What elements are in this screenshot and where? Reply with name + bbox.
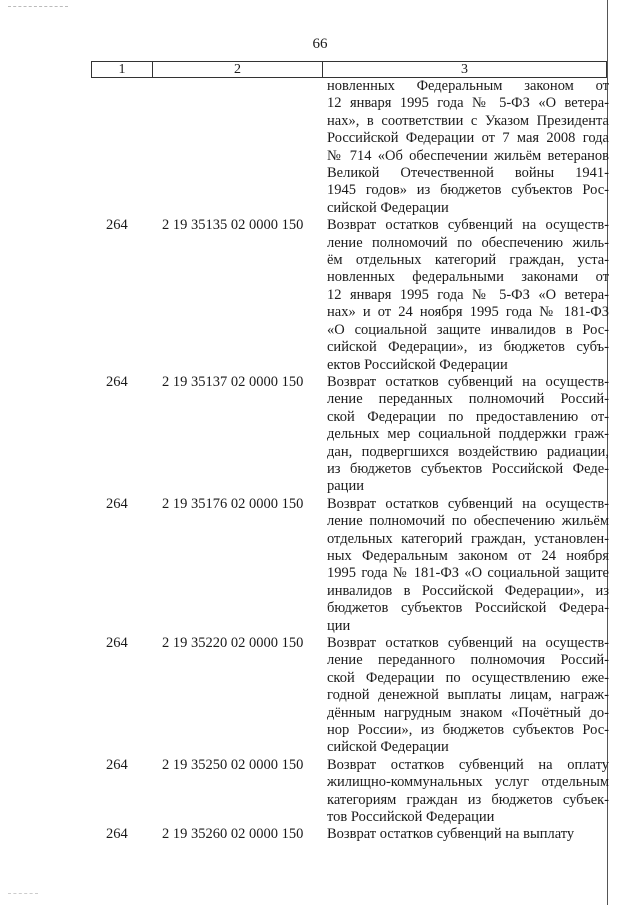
description-line: 1945 годов» из бюджетов субъектов Рос-: [327, 182, 609, 199]
header-col-3: 3: [461, 62, 468, 77]
description-line: дельных мер социальной поддержки граж-: [327, 426, 609, 443]
description-line: Возврат остатков субвенций на осуществ-: [327, 635, 609, 651]
description-line: ции: [327, 617, 351, 634]
description-line: рации: [327, 478, 364, 495]
description-line: 12 января 1995 года № 5-ФЗ «О ветера-: [327, 286, 609, 303]
description-line: отдельных категорий граждан, установлен-: [327, 530, 609, 547]
description-line: сийской Федерации», из бюджетов субъ-: [327, 339, 609, 356]
admin-code-cell: 264: [106, 373, 128, 390]
budget-code-cell: 2 19 35135 02 0000 150: [162, 217, 304, 234]
admin-code-cell: 264: [106, 217, 128, 234]
description-line: Возврат остатков субвенций на осуществ-: [327, 373, 609, 390]
description-cell: [327, 496, 609, 635]
description-cell: [327, 826, 609, 843]
admin-code-cell: 264: [106, 826, 128, 843]
description-line: 12 января 1995 года № 5-ФЗ «О ветера-: [327, 95, 609, 112]
table-row: [0, 217, 640, 374]
description-line: № 714 «Об обеспечении жильём ветеранов: [327, 147, 609, 164]
description-line: ектов Российской Федерации: [327, 356, 508, 373]
admin-code-cell: 264: [106, 495, 128, 512]
description-line: Возврат остатков субвенций на оплату: [327, 756, 609, 773]
description-line: ление переданных полномочий Россий-: [327, 391, 609, 408]
admin-code-cell: 264: [106, 756, 128, 773]
description-line: ской Федерации по предоставлению от-: [327, 408, 609, 425]
table-row: [0, 496, 640, 635]
description-line: дённым нагрудным знаком «Почётный до-: [327, 704, 609, 721]
description-line: сийской Федерации: [327, 739, 449, 756]
description-line: категориям граждан из бюджетов субъек-: [327, 791, 609, 808]
description-line: жилищно-коммунальных услуг отдельным: [327, 774, 609, 791]
description-line: из бюджетов субъектов Российской Феде-: [327, 460, 609, 477]
description-line: бюджетов субъектов Российской Федера-: [327, 600, 609, 617]
budget-code-cell: 2 19 35250 02 0000 150: [162, 756, 304, 773]
description-line: ных Федеральным законом от 24 ноября: [327, 547, 609, 564]
description-line: дан, подвергшихся воздействию радиации,: [327, 443, 609, 460]
description-line: годной денежной выплаты лицам, награж-: [327, 687, 609, 704]
description-line: сийской Федерации: [327, 199, 449, 216]
description-line: Великой Отечественной войны 1941-: [327, 165, 609, 182]
table-row-continuation: [0, 78, 640, 217]
description-line: нах», в соответствии с Указом Президента: [327, 112, 609, 129]
budget-code-cell: 2 19 35220 02 0000 150: [162, 635, 304, 651]
scan-artifact-bottom: [8, 893, 38, 895]
budget-code-cell: 2 19 35260 02 0000 150: [162, 826, 304, 843]
description-line: Российской Федерации от 7 мая 2008 года: [327, 130, 609, 147]
description-line: тов Российской Федерации: [327, 809, 495, 826]
header-col-1: 1: [92, 62, 153, 77]
budget-code-cell: 2 19 35137 02 0000 150: [162, 373, 304, 390]
description-line: Возврат остатков субвенций на осуществ-: [327, 495, 609, 512]
description-line: ской Федерации по осуществлению еже-: [327, 669, 609, 686]
description-cell: [327, 374, 609, 496]
description-line: ление переданного полномочия Россий-: [327, 652, 609, 669]
table-row: [0, 374, 640, 496]
description-line: нах» и от 24 ноября 1995 года № 181-ФЗ: [327, 304, 609, 321]
description-line: 1995 года № 181-ФЗ «О социальной защите: [327, 565, 609, 582]
table-header: [91, 61, 607, 78]
description-line: ём отдельных категорий граждан, уста-: [327, 252, 609, 269]
description-line: Возврат остатков субвенций на выплату: [327, 826, 575, 843]
header-col-2: 2: [153, 62, 323, 77]
admin-code-cell: 264: [106, 635, 128, 651]
description-line: новленных федеральными законами от: [327, 269, 609, 286]
description-line: ление полномочий по обеспечению жильём: [327, 513, 609, 530]
budget-code-cell: 2 19 35176 02 0000 150: [162, 495, 304, 512]
description-line: «О социальной защите инвалидов в Рос-: [327, 321, 609, 338]
description-line: инвалидов в Российской Федерации», из: [327, 582, 609, 599]
page-number: 66: [312, 36, 328, 52]
description-cell: [327, 635, 609, 757]
description-cell: [327, 78, 609, 217]
description-cell: [327, 757, 609, 827]
description-line: новленных Федеральным законом от: [327, 78, 609, 94]
description-line: Возврат остатков субвенций на осуществ-: [327, 217, 609, 234]
table-row: [0, 757, 640, 827]
description-line: ление полномочий по обеспечению жиль-: [327, 234, 609, 251]
description-cell: [327, 217, 609, 374]
table-body: [0, 78, 640, 844]
description-line: нор России», из бюджетов субъектов Рос-: [327, 722, 609, 739]
table-row: [0, 826, 640, 843]
scan-artifact-top: [8, 6, 68, 8]
table-row: [0, 635, 640, 757]
